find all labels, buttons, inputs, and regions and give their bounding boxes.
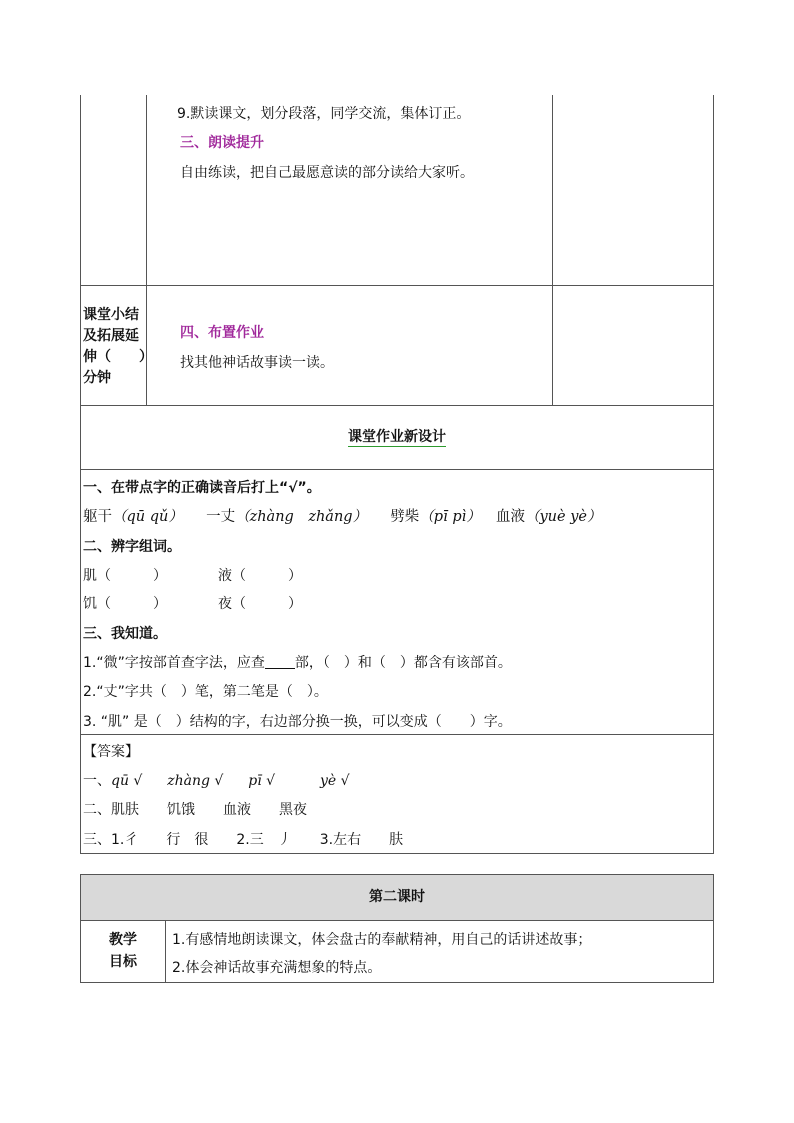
second-table-border-bottom <box>80 982 714 983</box>
q2-cell: 夜（ ） <box>218 596 302 612</box>
goal-label <box>81 929 165 973</box>
summary-label-line: 及拓展延 <box>83 328 139 344</box>
summary-label-line: 课堂小结 <box>83 307 139 323</box>
answer-pinyin: qū √ <box>111 773 143 789</box>
goal-label-line: 教学 <box>109 932 137 948</box>
section-title-reading: 三、朗读提升 <box>180 135 264 151</box>
q2-cell: 肌（ ） <box>83 568 167 584</box>
answer-pinyin: yè √ <box>319 773 350 789</box>
answers-line-1-prefix: 一、 <box>83 773 111 789</box>
q3-line-3: 3. “肌” 是（ ）结构的字，右边部分换一换，可以变成（ ）字。 <box>83 714 512 730</box>
q3-line-1 <box>83 653 512 673</box>
table-col-divider-2 <box>552 95 553 405</box>
section-title-homework: 四、布置作业 <box>180 325 264 341</box>
row-divider-3 <box>80 469 714 470</box>
summary-label-line: 分钟 <box>83 370 111 386</box>
answer-pinyin: zhàng √ <box>167 773 224 789</box>
summary-label-line: 伸（ ） <box>83 349 153 365</box>
answers-line-1 <box>83 771 350 791</box>
row-divider-2 <box>80 405 714 406</box>
section-text-homework: 找其他神话故事读一读。 <box>180 355 334 371</box>
lesson-step-9: 9.默读课文，划分段落，同学交流，集体订正。 <box>177 106 471 122</box>
answers-line-2: 二、肌肤 饥饿 血液 黑夜 <box>83 802 307 818</box>
q1-pinyin: （zhàng zhǎng） <box>235 509 368 525</box>
answers-title: 【答案】 <box>83 744 139 760</box>
q3-title: 三、我知道。 <box>83 626 167 642</box>
q2-cell: 饥（ ） <box>83 596 167 612</box>
q1-word: 血液 <box>495 509 525 525</box>
second-table-border-top <box>80 874 714 875</box>
row-divider-4 <box>80 734 714 735</box>
homework-title: 课堂作业新设计 <box>348 429 446 445</box>
answer-pinyin: pī √ <box>248 773 276 789</box>
section-text-reading: 自由练读，把自己最愿意读的部分读给大家听。 <box>180 165 474 181</box>
q1-pinyin: （pī pì） <box>419 509 481 525</box>
q3-line-1-a: 1.“微”字按部首查字法，应查 <box>83 655 265 671</box>
q2-title: 二、辨字组词。 <box>83 539 181 555</box>
second-lesson-header: 第二课时 <box>369 889 425 905</box>
q1-word: 劈柴 <box>390 509 420 525</box>
summary-label <box>83 305 153 389</box>
goal-item-2: 2.体会神话故事充满想象的特点。 <box>172 960 382 976</box>
q3-line-1-b: 部，（ ）和（ ）都含有该部首。 <box>294 655 512 671</box>
second-table-col-divider <box>165 920 166 983</box>
q2-cell: 液（ ） <box>218 568 302 584</box>
q3-blank <box>265 654 295 669</box>
goal-label-line: 目标 <box>109 954 137 970</box>
table-border-left <box>80 95 81 853</box>
homework-title-wrap <box>80 427 714 447</box>
second-table-row-divider <box>80 920 714 921</box>
q3-line-2: 2.“丈”字共（ ）笔，第二笔是（ ）。 <box>83 684 328 700</box>
table-border-bottom <box>80 853 714 854</box>
q1-title: 一、在带点字的正确读音后打上“√”。 <box>83 480 321 496</box>
goal-item-1: 1.有感情地朗读课文，体会盘古的奉献精神，用自己的话讲述故事； <box>172 932 592 948</box>
q1-items <box>83 507 601 527</box>
table-border-right <box>713 95 714 853</box>
q1-pinyin: （qū qǔ） <box>112 509 183 525</box>
row-divider-1 <box>80 285 714 286</box>
q1-word: 躯干 <box>83 509 112 525</box>
q1-word: 一丈 <box>206 509 236 525</box>
answers-line-3: 三、1.彳 行 很 2.三 丿 3.左右 肤 <box>83 832 404 848</box>
q1-pinyin: （yuè yè） <box>524 509 602 525</box>
